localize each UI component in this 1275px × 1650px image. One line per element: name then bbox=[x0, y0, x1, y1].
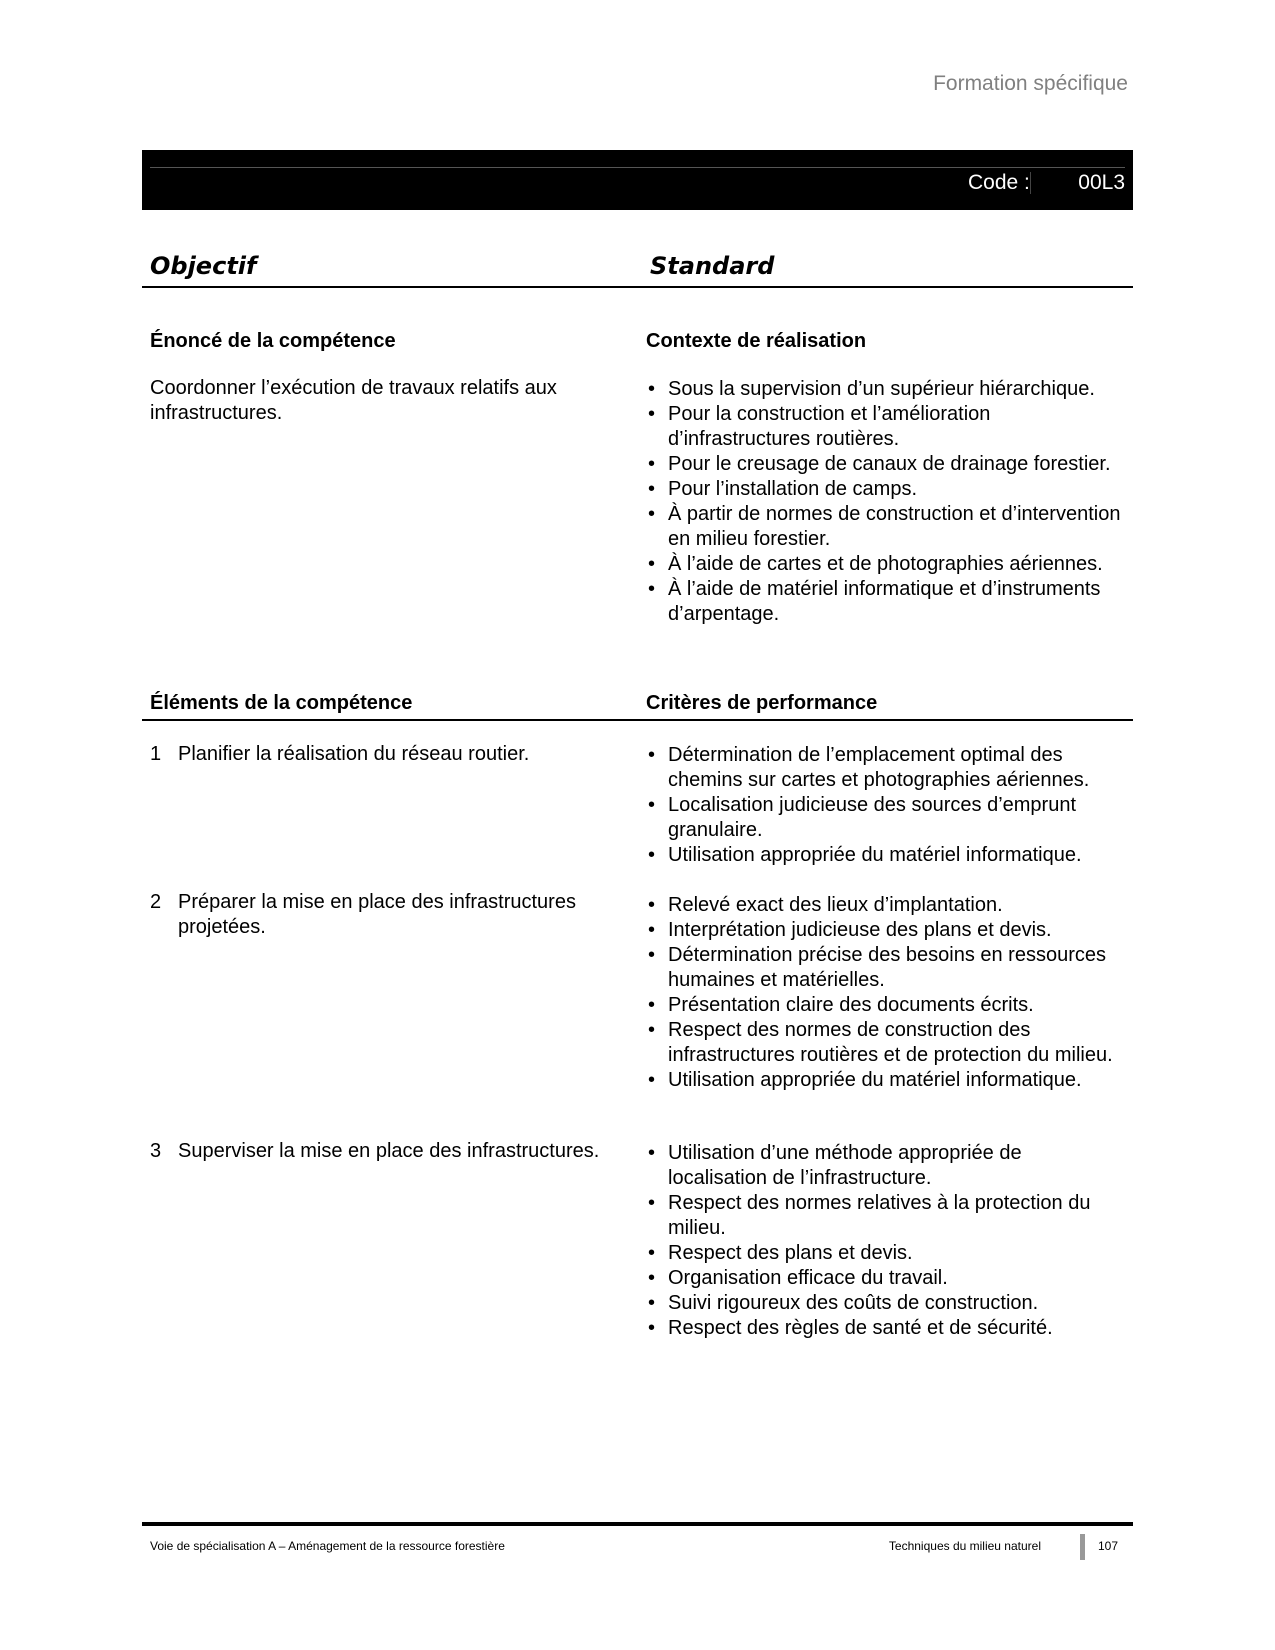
criteria-list-3 bbox=[646, 1141, 1121, 1341]
list-item: • Utilisation appropriée du matériel informatique. bbox=[646, 1068, 1121, 1093]
column-heading-standard: Standard bbox=[650, 252, 775, 280]
code-label: Code : bbox=[968, 171, 1030, 194]
list-item: • Pour le creusage de canaux de drainage forestier. bbox=[646, 452, 1121, 477]
element-text: Préparer la mise en place des infrastructures projetées. bbox=[178, 891, 576, 938]
footer-rule bbox=[142, 1522, 1133, 1526]
code-bar bbox=[142, 150, 1133, 210]
footer-separator bbox=[1080, 1534, 1085, 1560]
page-header-title: Formation spécifique bbox=[933, 72, 1128, 95]
list-item: • Présentation claire des documents écrits. bbox=[646, 993, 1121, 1018]
list-item: • Respect des normes de construction des infrastructures routières et de protection du milieu. bbox=[646, 1018, 1121, 1068]
enonce-title: Énoncé de la compétence bbox=[150, 330, 396, 352]
code-value: 00L3 bbox=[1078, 171, 1125, 194]
list-item: • Suivi rigoureux des coûts de construction. bbox=[646, 1291, 1121, 1316]
list-item: • Utilisation appropriée du matériel informatique. bbox=[646, 843, 1121, 868]
enonce-text: Coordonner l’exécution de travaux relatifs aux infrastructures. bbox=[150, 377, 557, 424]
elements-title: Éléments de la compétence bbox=[150, 692, 413, 714]
list-item: • Interprétation judicieuse des plans et devis. bbox=[646, 918, 1121, 943]
element-text: Superviser la mise en place des infrastructures. bbox=[178, 1140, 600, 1162]
code-label-box bbox=[968, 168, 1170, 198]
element-number: 3 bbox=[150, 1140, 162, 1162]
list-item: • Détermination de l’emplacement optimal des chemins sur cartes et photographies aériennes. bbox=[646, 743, 1121, 793]
list-item: • Détermination précise des besoins en ressources humaines et matérielles. bbox=[646, 943, 1121, 993]
list-item: • À l’aide de cartes et de photographies aériennes. bbox=[646, 552, 1121, 577]
element-number: 2 bbox=[150, 891, 162, 913]
criteria-list-1 bbox=[646, 743, 1121, 868]
footer-left-text: Voie de spécialisation A – Aménagement de la ressource forestière bbox=[150, 1539, 505, 1553]
list-item: • À partir de normes de construction et d’intervention en milieu forestier. bbox=[646, 502, 1121, 552]
elements-rule bbox=[142, 719, 1133, 721]
contexte-list bbox=[646, 377, 1121, 627]
list-item: • À l’aide de matériel informatique et d’instruments d’arpentage. bbox=[646, 577, 1121, 627]
page-number: 107 bbox=[1098, 1539, 1119, 1553]
criteres-title: Critères de performance bbox=[646, 692, 878, 714]
list-item: • Localisation judicieuse des sources d’emprunt granulaire. bbox=[646, 793, 1121, 843]
element-1 bbox=[150, 742, 648, 767]
list-item: • Pour l’installation de camps. bbox=[646, 477, 1121, 502]
contexte-title: Contexte de réalisation bbox=[646, 330, 867, 352]
list-item: • Sous la supervision d’un supérieur hiérarchique. bbox=[646, 377, 1121, 402]
footer-right-text: Techniques du milieu naturel bbox=[888, 1539, 1041, 1553]
column-heading-objectif: Objectif bbox=[150, 252, 257, 280]
list-item: • Pour la construction et l’amélioration d’infrastructures routières. bbox=[646, 402, 1121, 452]
code-label-separator bbox=[1030, 172, 1031, 194]
list-item: • Respect des plans et devis. bbox=[646, 1241, 1121, 1266]
criteria-list-2 bbox=[646, 893, 1121, 1093]
element-number: 1 bbox=[150, 743, 162, 765]
element-text: Planifier la réalisation du réseau routier. bbox=[178, 743, 530, 765]
list-item: • Respect des règles de santé et de sécurité. bbox=[646, 1316, 1121, 1341]
element-3 bbox=[150, 1139, 648, 1164]
heading-rule bbox=[142, 286, 1133, 288]
list-item: • Relevé exact des lieux d’implantation. bbox=[646, 893, 1121, 918]
list-item: • Organisation efficace du travail. bbox=[646, 1266, 1121, 1291]
list-item: • Utilisation d’une méthode appropriée de localisation de l’infrastructure. bbox=[646, 1141, 1121, 1191]
list-item: • Respect des normes relatives à la protection du milieu. bbox=[646, 1191, 1121, 1241]
element-2 bbox=[150, 890, 648, 940]
